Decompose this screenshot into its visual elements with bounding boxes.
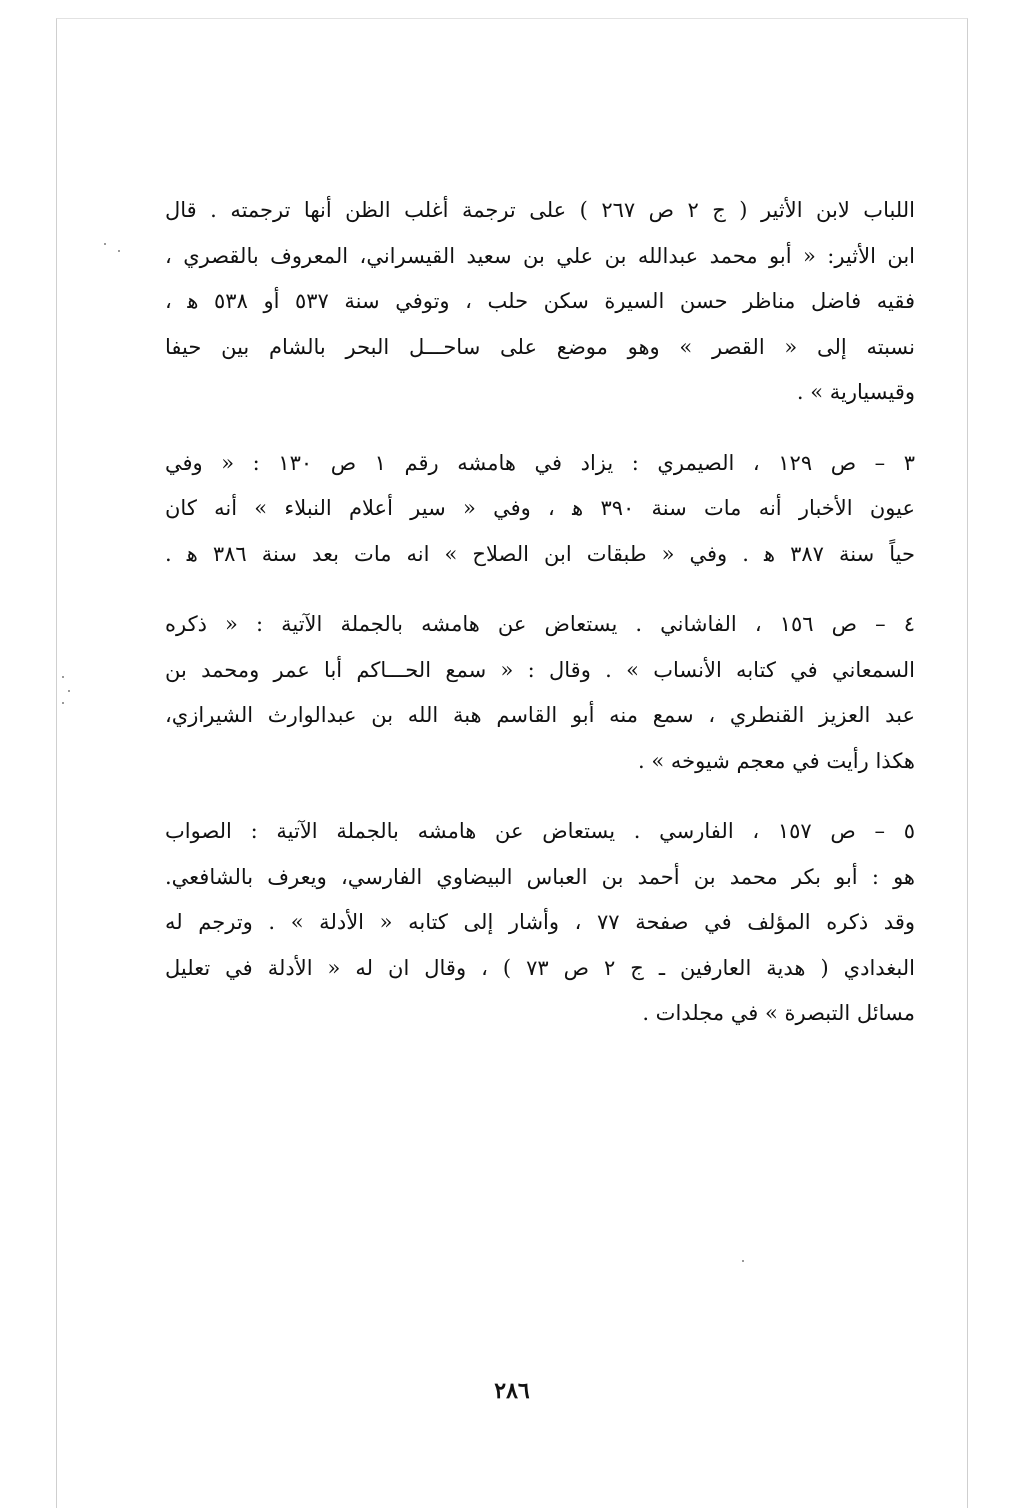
scan-speck xyxy=(742,1260,744,1262)
paragraph-note-3 xyxy=(165,441,915,578)
text-line: هو : أبو بكر محمد بن أحمد بن العباس البيضاوي الفارسي، ويعرف بالشافعي. xyxy=(165,864,915,889)
text-line: ابن الأثير: « أبو محمد عبدالله بن علي بن سعيد القيسراني، المعروف بالقصري ، xyxy=(165,243,915,268)
text-line: مسائل التبصرة » في مجلدات . xyxy=(642,1001,915,1025)
paragraph-note-5 xyxy=(165,809,915,1037)
text-line: ٤ – ص ١٥٦ ، الفاشاني . يستعاض عن هامشه بالجملة الآتية : « ذكره xyxy=(165,612,915,636)
text-line: عبد العزيز القنطري ، سمع منه أبو القاسم هبة الله بن عبدالوارث الشيرازي، xyxy=(165,703,915,727)
paragraph-gap xyxy=(165,416,915,441)
paragraph-gap xyxy=(165,577,915,602)
text-line: ٥ – ص ١٥٧ ، الفارسي . يستعاض عن هامشه بالجملة الآتية : الصواب xyxy=(165,819,915,843)
scan-speck xyxy=(68,690,70,692)
paragraph-gap xyxy=(165,784,915,809)
paragraph-lubab-note xyxy=(165,188,915,416)
text-line: وقد ذكره المؤلف في صفحة ٧٧ ، وأشار إلى كتابه « الأدلة » . وترجم له xyxy=(165,910,915,934)
scan-speck xyxy=(118,250,120,252)
page-number: ٢٨٦ xyxy=(494,1378,530,1404)
scan-speck xyxy=(62,702,64,704)
scan-speck xyxy=(104,243,106,245)
text-line: ٣ – ص ١٢٩ ، الصيمري : يزاد في هامشه رقم ١ ص ١٣٠ : « وفي xyxy=(165,450,915,475)
scan-speck xyxy=(62,676,64,678)
text-line: عيون الأخبار أنه مات سنة ٣٩٠ ﻫ ، وفي « سير أعلام النبلاء » أنه كان xyxy=(165,496,915,520)
paragraph-note-4 xyxy=(165,602,915,784)
text-line: نسبته إلى « القصر » وهو موضع على ساحـــل البحر بالشام بين حيفا xyxy=(165,334,915,359)
text-line: البغدادي ( هدية العارفين ـ ج ٢ ص ٧٣ ) ، وقال ان له « الأدلة في تعليل xyxy=(165,955,915,980)
page-text-body xyxy=(165,188,915,1037)
text-line: هكذا رأيت في معجم شيوخه » . xyxy=(637,748,915,773)
text-line: السمعاني في كتابه الأنساب » . وقال : « سمع الحـــاكم أبا عمر ومحمد بن xyxy=(165,657,915,682)
text-line: فقيه فاضل مناظر حسن السيرة سكن حلب ، وتوفي سنة ٥٣٧ أو ٥٣٨ ﻫ ، xyxy=(165,289,915,313)
text-line: اللباب لابن الأثير ( ج ٢ ص ٢٦٧ ) على ترجمة أغلب الظن أنها ترجمته . قال xyxy=(165,198,915,222)
text-line: حياً سنة ٣٨٧ ﻫ . وفي « طبقات ابن الصلاح » انه مات بعد سنة ٣٨٦ ﻫ . xyxy=(165,541,915,566)
text-line: وقيسيارية » . xyxy=(796,380,915,404)
